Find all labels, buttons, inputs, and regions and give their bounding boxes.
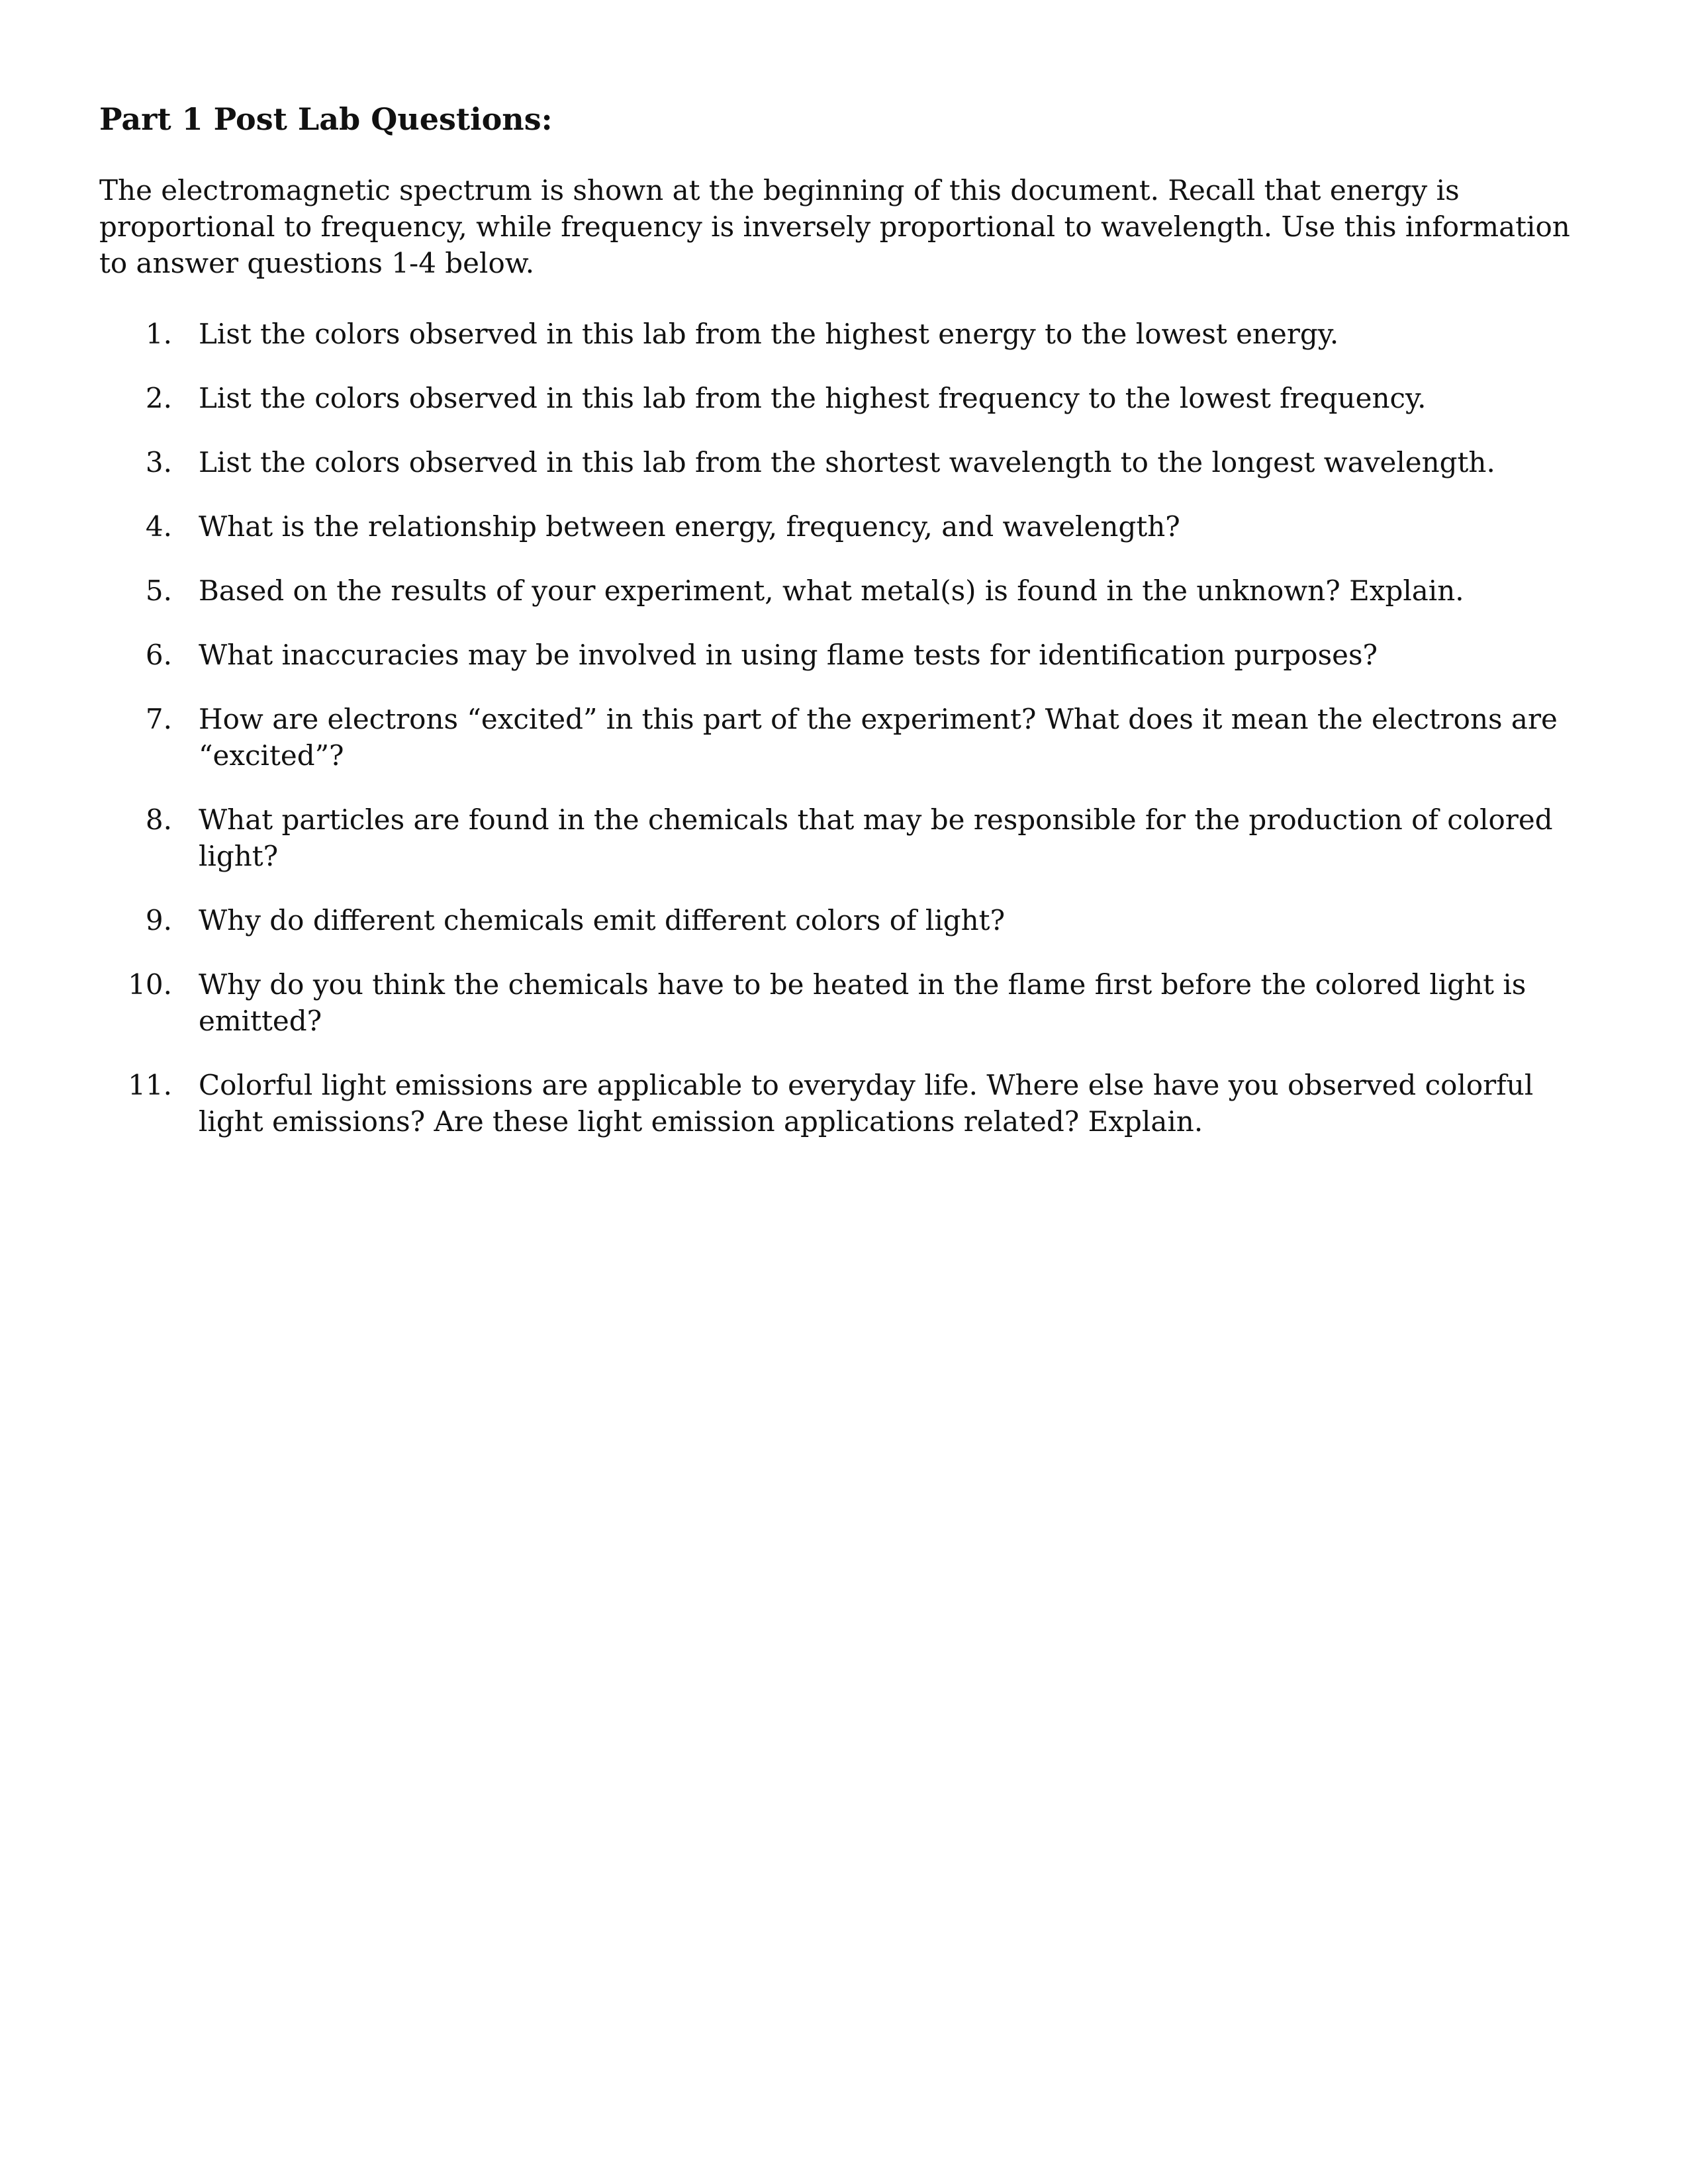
question-item	[99, 966, 1589, 1039]
question-number: 6.	[145, 639, 172, 671]
question-number: 10.	[128, 968, 172, 1001]
question-number: 3.	[145, 446, 172, 478]
question-text: What inaccuracies may be involved in using flame tests for identification purposes?	[199, 639, 1378, 671]
question-item	[99, 1067, 1589, 1140]
question-text: Colorful light emissions are applicable to everyday life. Where else have you observed colorful light emissions? Are these light emission applications related? Explain.	[199, 1069, 1534, 1138]
page-title: Part 1 Post Lab Questions:	[99, 101, 553, 137]
question-item	[99, 316, 1589, 352]
question-number: 5.	[145, 574, 172, 607]
question-text: Why do different chemicals emit different colors of light?	[199, 904, 1006, 936]
question-text: How are electrons “excited” in this part of the experiment? What does it mean the electrons are “excited”?	[199, 703, 1558, 772]
question-number: 11.	[128, 1069, 172, 1101]
question-item	[99, 508, 1589, 545]
question-item	[99, 701, 1589, 774]
question-text: List the colors observed in this lab from the highest frequency to the lowest frequency.	[199, 382, 1427, 414]
question-number: 1.	[145, 318, 172, 350]
question-number: 2.	[145, 382, 172, 414]
question-number: 4.	[145, 510, 172, 543]
question-item	[99, 801, 1589, 874]
question-text: What is the relationship between energy, frequency, and wavelength?	[199, 510, 1180, 543]
question-item	[99, 902, 1589, 938]
intro-paragraph: The electromagnetic spectrum is shown at the beginning of this document. Recall that energy is proportional to frequency, while frequency is inversely proportional to wavelength. Use this information to answer questions 1-4 below.	[99, 174, 1570, 279]
question-text: What particles are found in the chemicals that may be responsible for the production of colored light?	[199, 803, 1553, 872]
question-item	[99, 572, 1589, 609]
question-text: List the colors observed in this lab from the shortest wavelength to the longest wavelength.	[199, 446, 1495, 478]
question-number: 7.	[145, 703, 172, 735]
document-page	[99, 99, 1589, 1167]
question-item	[99, 444, 1589, 480]
question-list	[99, 316, 1589, 1140]
question-number: 9.	[145, 904, 172, 936]
question-item	[99, 380, 1589, 416]
question-text: Based on the results of your experiment, what metal(s) is found in the unknown? Explain.	[199, 574, 1464, 607]
question-text: Why do you think the chemicals have to be heated in the flame first before the colored light is emitted?	[199, 968, 1526, 1037]
question-number: 8.	[145, 803, 172, 836]
question-item	[99, 637, 1589, 673]
question-text: List the colors observed in this lab from the highest energy to the lowest energy.	[199, 318, 1339, 350]
